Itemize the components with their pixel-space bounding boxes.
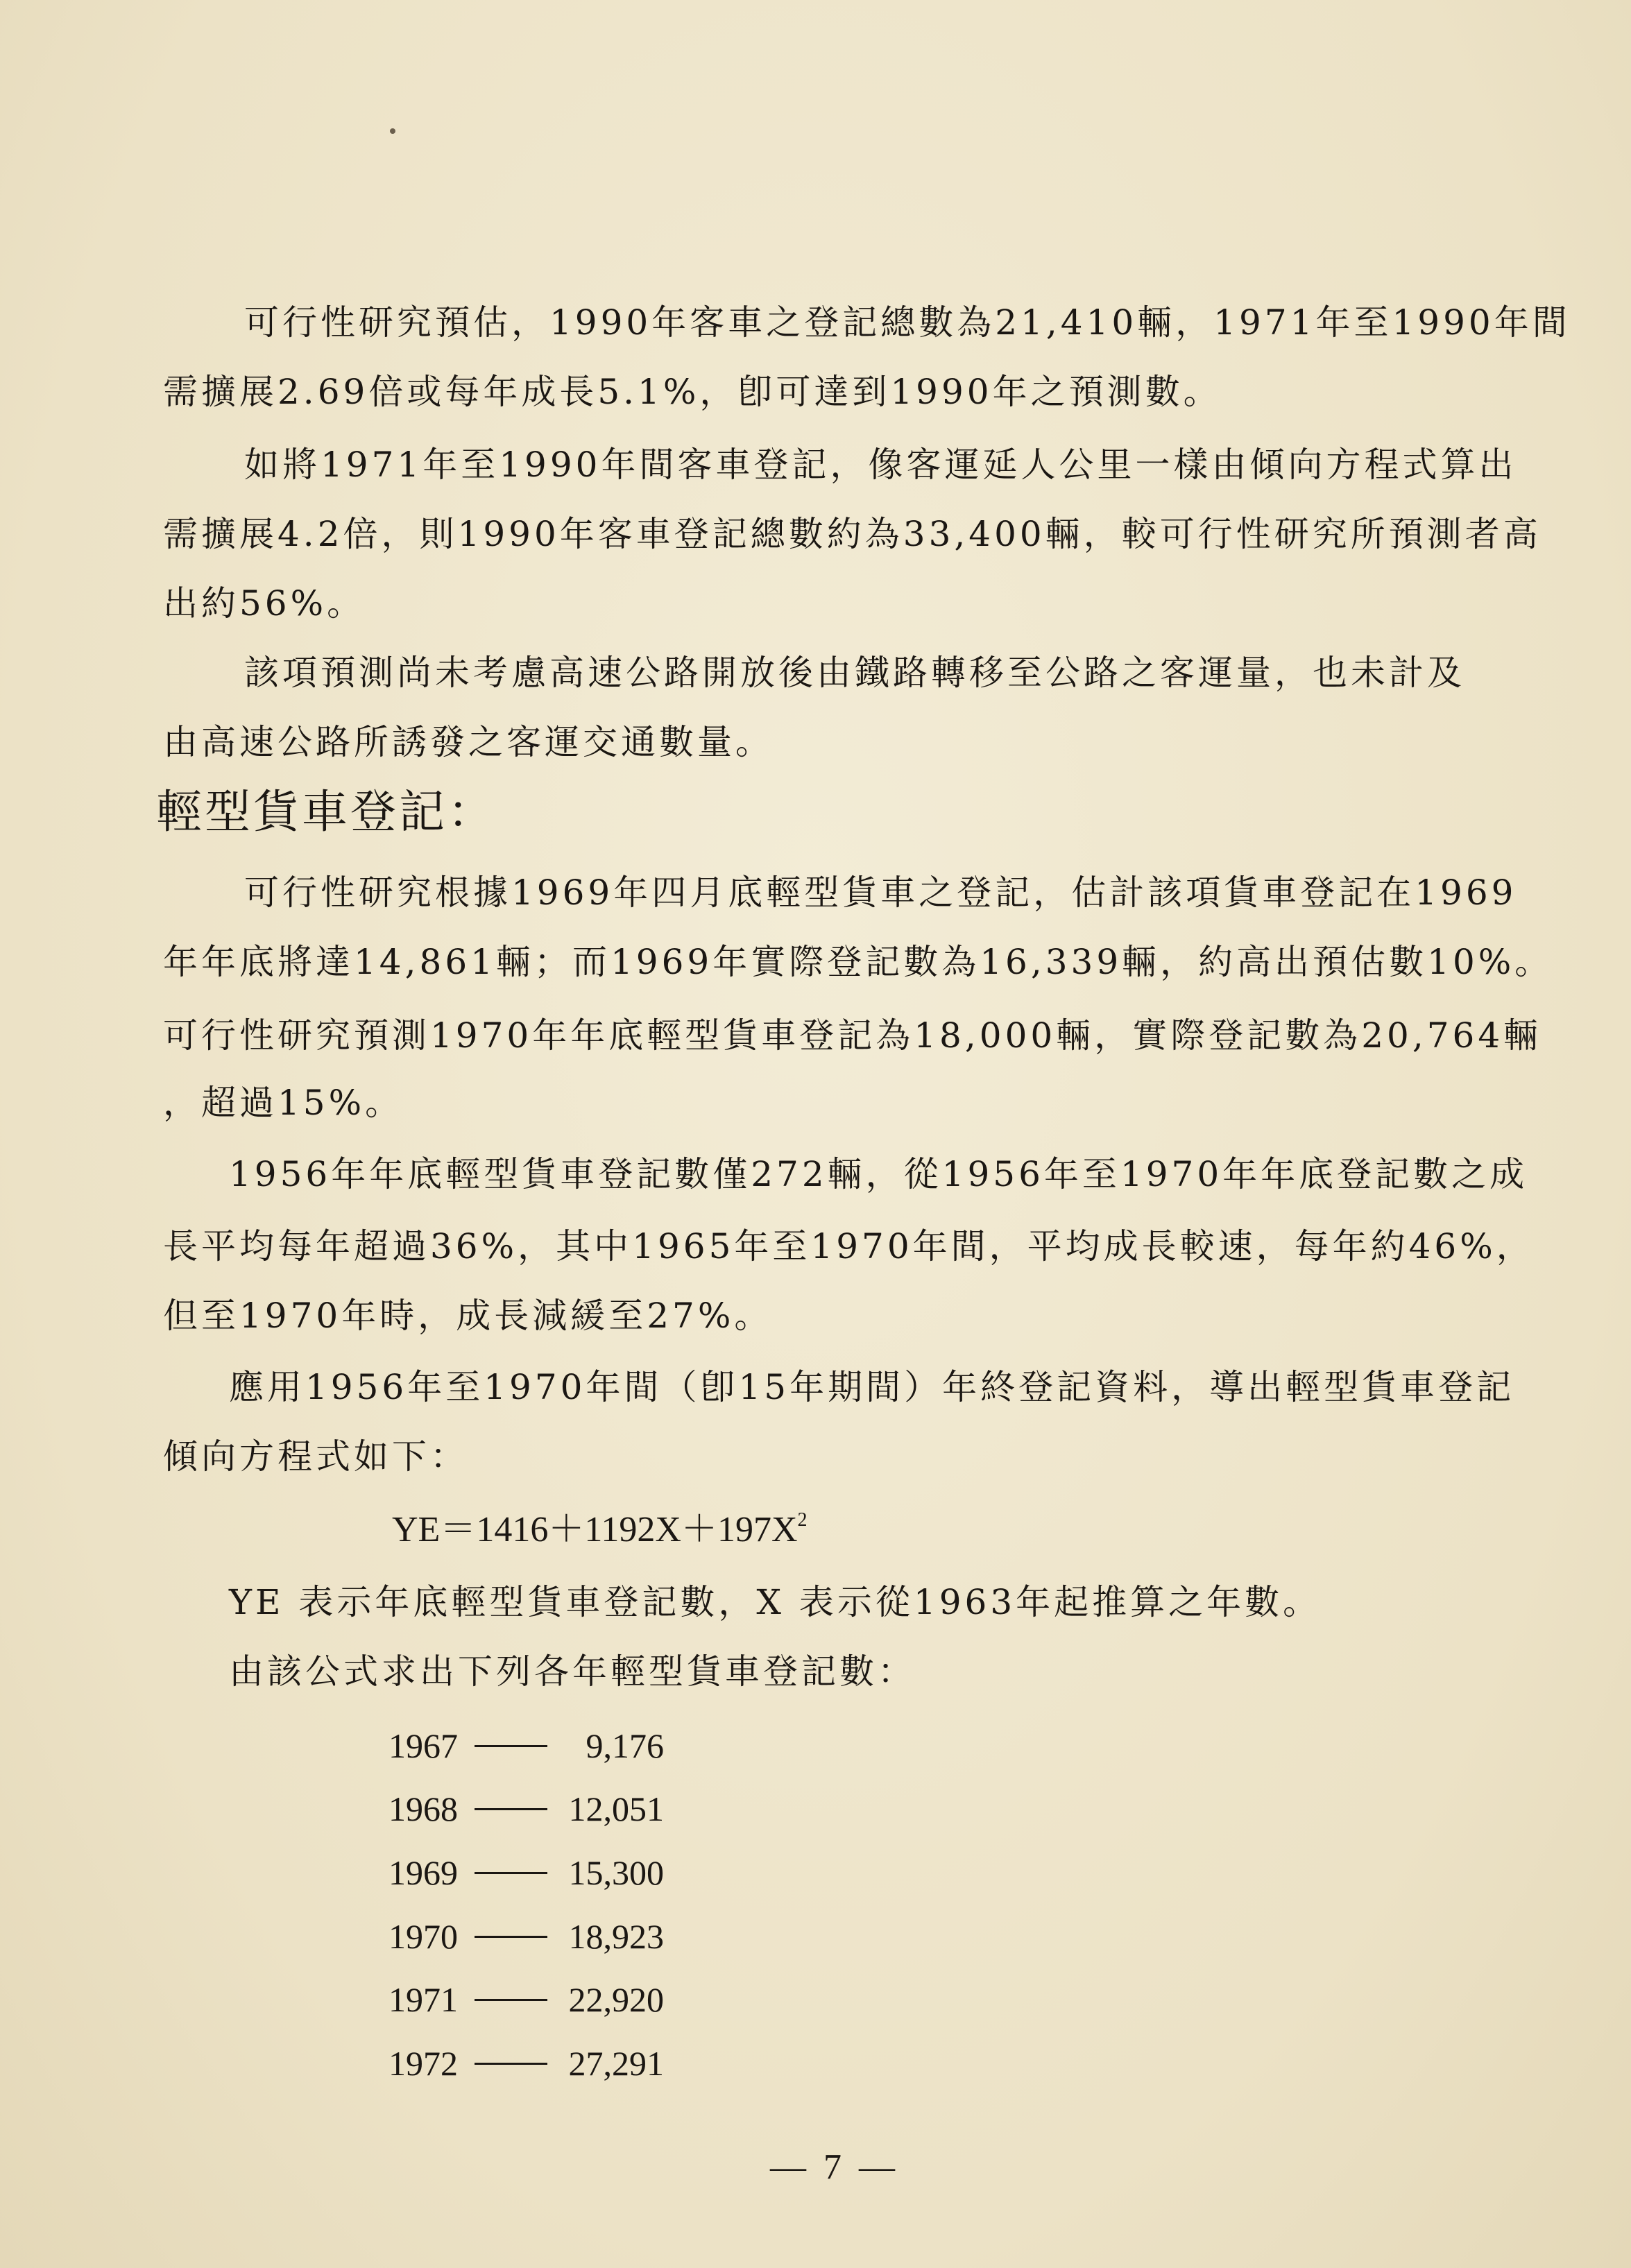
formula-main: YE＝1416＋1192X＋197X	[392, 1510, 798, 1549]
section-paragraph-2-line-2: 長平均每年超過36%，其中1965年至1970年間，平均成長較速，每年約46%，	[163, 1226, 1535, 1266]
projection-value: 18,923	[568, 1917, 664, 1956]
paragraph-1-line-1: 可行性研究預估，1990年客車之登記總數為21,410輛，1971年至1990年間	[244, 302, 1571, 343]
projection-value: 22,920	[568, 1980, 664, 2019]
projection-value: 15,300	[568, 1853, 664, 1892]
dash-separator	[475, 2063, 547, 2065]
projection-value: 9,176	[586, 1726, 664, 1765]
section-paragraph-3-line-1: 應用1956年至1970年間（卽15年期間）年終登記資料，導出輕型貨車登記	[229, 1367, 1515, 1407]
projection-value: 27,291	[568, 2044, 664, 2083]
projection-row	[388, 1982, 664, 2017]
paper-speck	[390, 128, 395, 134]
dash-separator	[475, 1745, 547, 1747]
projection-row	[388, 1919, 664, 1954]
dash-separator	[475, 1999, 547, 2001]
regression-formula	[392, 1511, 808, 1548]
projection-year: 1972	[388, 2044, 458, 2083]
projection-row	[388, 1789, 664, 1828]
projection-row	[388, 2046, 664, 2081]
paragraph-3-line-1: 該項預測尚未考慮高速公路開放後由鐵路轉移至公路之客運量，也未計及	[244, 653, 1465, 693]
dash-separator	[475, 1936, 547, 1938]
section-paragraph-1-line-2: 年年底將達14,861輛；而1969年實際登記數為16,339輛，約高出預估數10%。	[163, 942, 1553, 982]
paragraph-2-line-3: 出約56%。	[163, 583, 366, 624]
section-paragraph-2-line-3: 但至1970年時，成長減緩至27%。	[163, 1296, 773, 1336]
section-paragraph-1-line-4: ，超過15%。	[163, 1083, 404, 1123]
projection-value: 12,051	[568, 1789, 664, 1828]
projection-row	[388, 1728, 664, 1763]
paragraph-1-line-2: 需擴展2.69倍或每年成長5.1%，卽可達到1990年之預測數。	[163, 372, 1222, 412]
projection-year: 1967	[388, 1726, 458, 1765]
formula-note: YE 表示年底輕型貨車登記數，X 表示從1963年起推算之年數。	[229, 1582, 1322, 1622]
projection-year: 1969	[388, 1853, 458, 1892]
paragraph-3-line-2: 由高速公路所誘發之客運交通數量。	[163, 722, 774, 762]
paragraph-2-line-1: 如將1971年至1990年間客車登記，像客運延人公里一樣由傾向方程式算出	[244, 445, 1517, 485]
formula-exponent: 2	[797, 1509, 808, 1531]
section-paragraph-3-line-2: 傾向方程式如下：	[163, 1436, 468, 1477]
projection-row	[388, 1855, 664, 1890]
page-number: — 7 —	[770, 2147, 899, 2187]
section-paragraph-1-line-1: 可行性研究根據1969年四月底輕型貨車之登記，估計該項貨車登記在1969	[244, 873, 1517, 913]
dash-separator	[475, 1808, 547, 1810]
projection-year: 1968	[388, 1789, 458, 1828]
section-heading: 輕型貨車登記：	[156, 785, 496, 839]
projection-year: 1971	[388, 1980, 458, 2019]
section-paragraph-2-line-1: 1956年年底輕型貨車登記數僅272輛，從1956年至1970年年底登記數之成	[229, 1154, 1528, 1194]
paragraph-2-line-2: 需擴展4.2倍，則1990年客車登記總數約為33,400輛，較可行性研究所預測者高	[163, 514, 1542, 554]
list-intro: 由該公式求出下列各年輕型貨車登記數：	[229, 1651, 916, 1692]
projection-year: 1970	[388, 1917, 458, 1956]
section-paragraph-1-line-3: 可行性研究預測1970年年底輕型貨車登記為18,000輛，實際登記數為20,764輛	[163, 1015, 1542, 1056]
dash-separator	[475, 1872, 547, 1874]
